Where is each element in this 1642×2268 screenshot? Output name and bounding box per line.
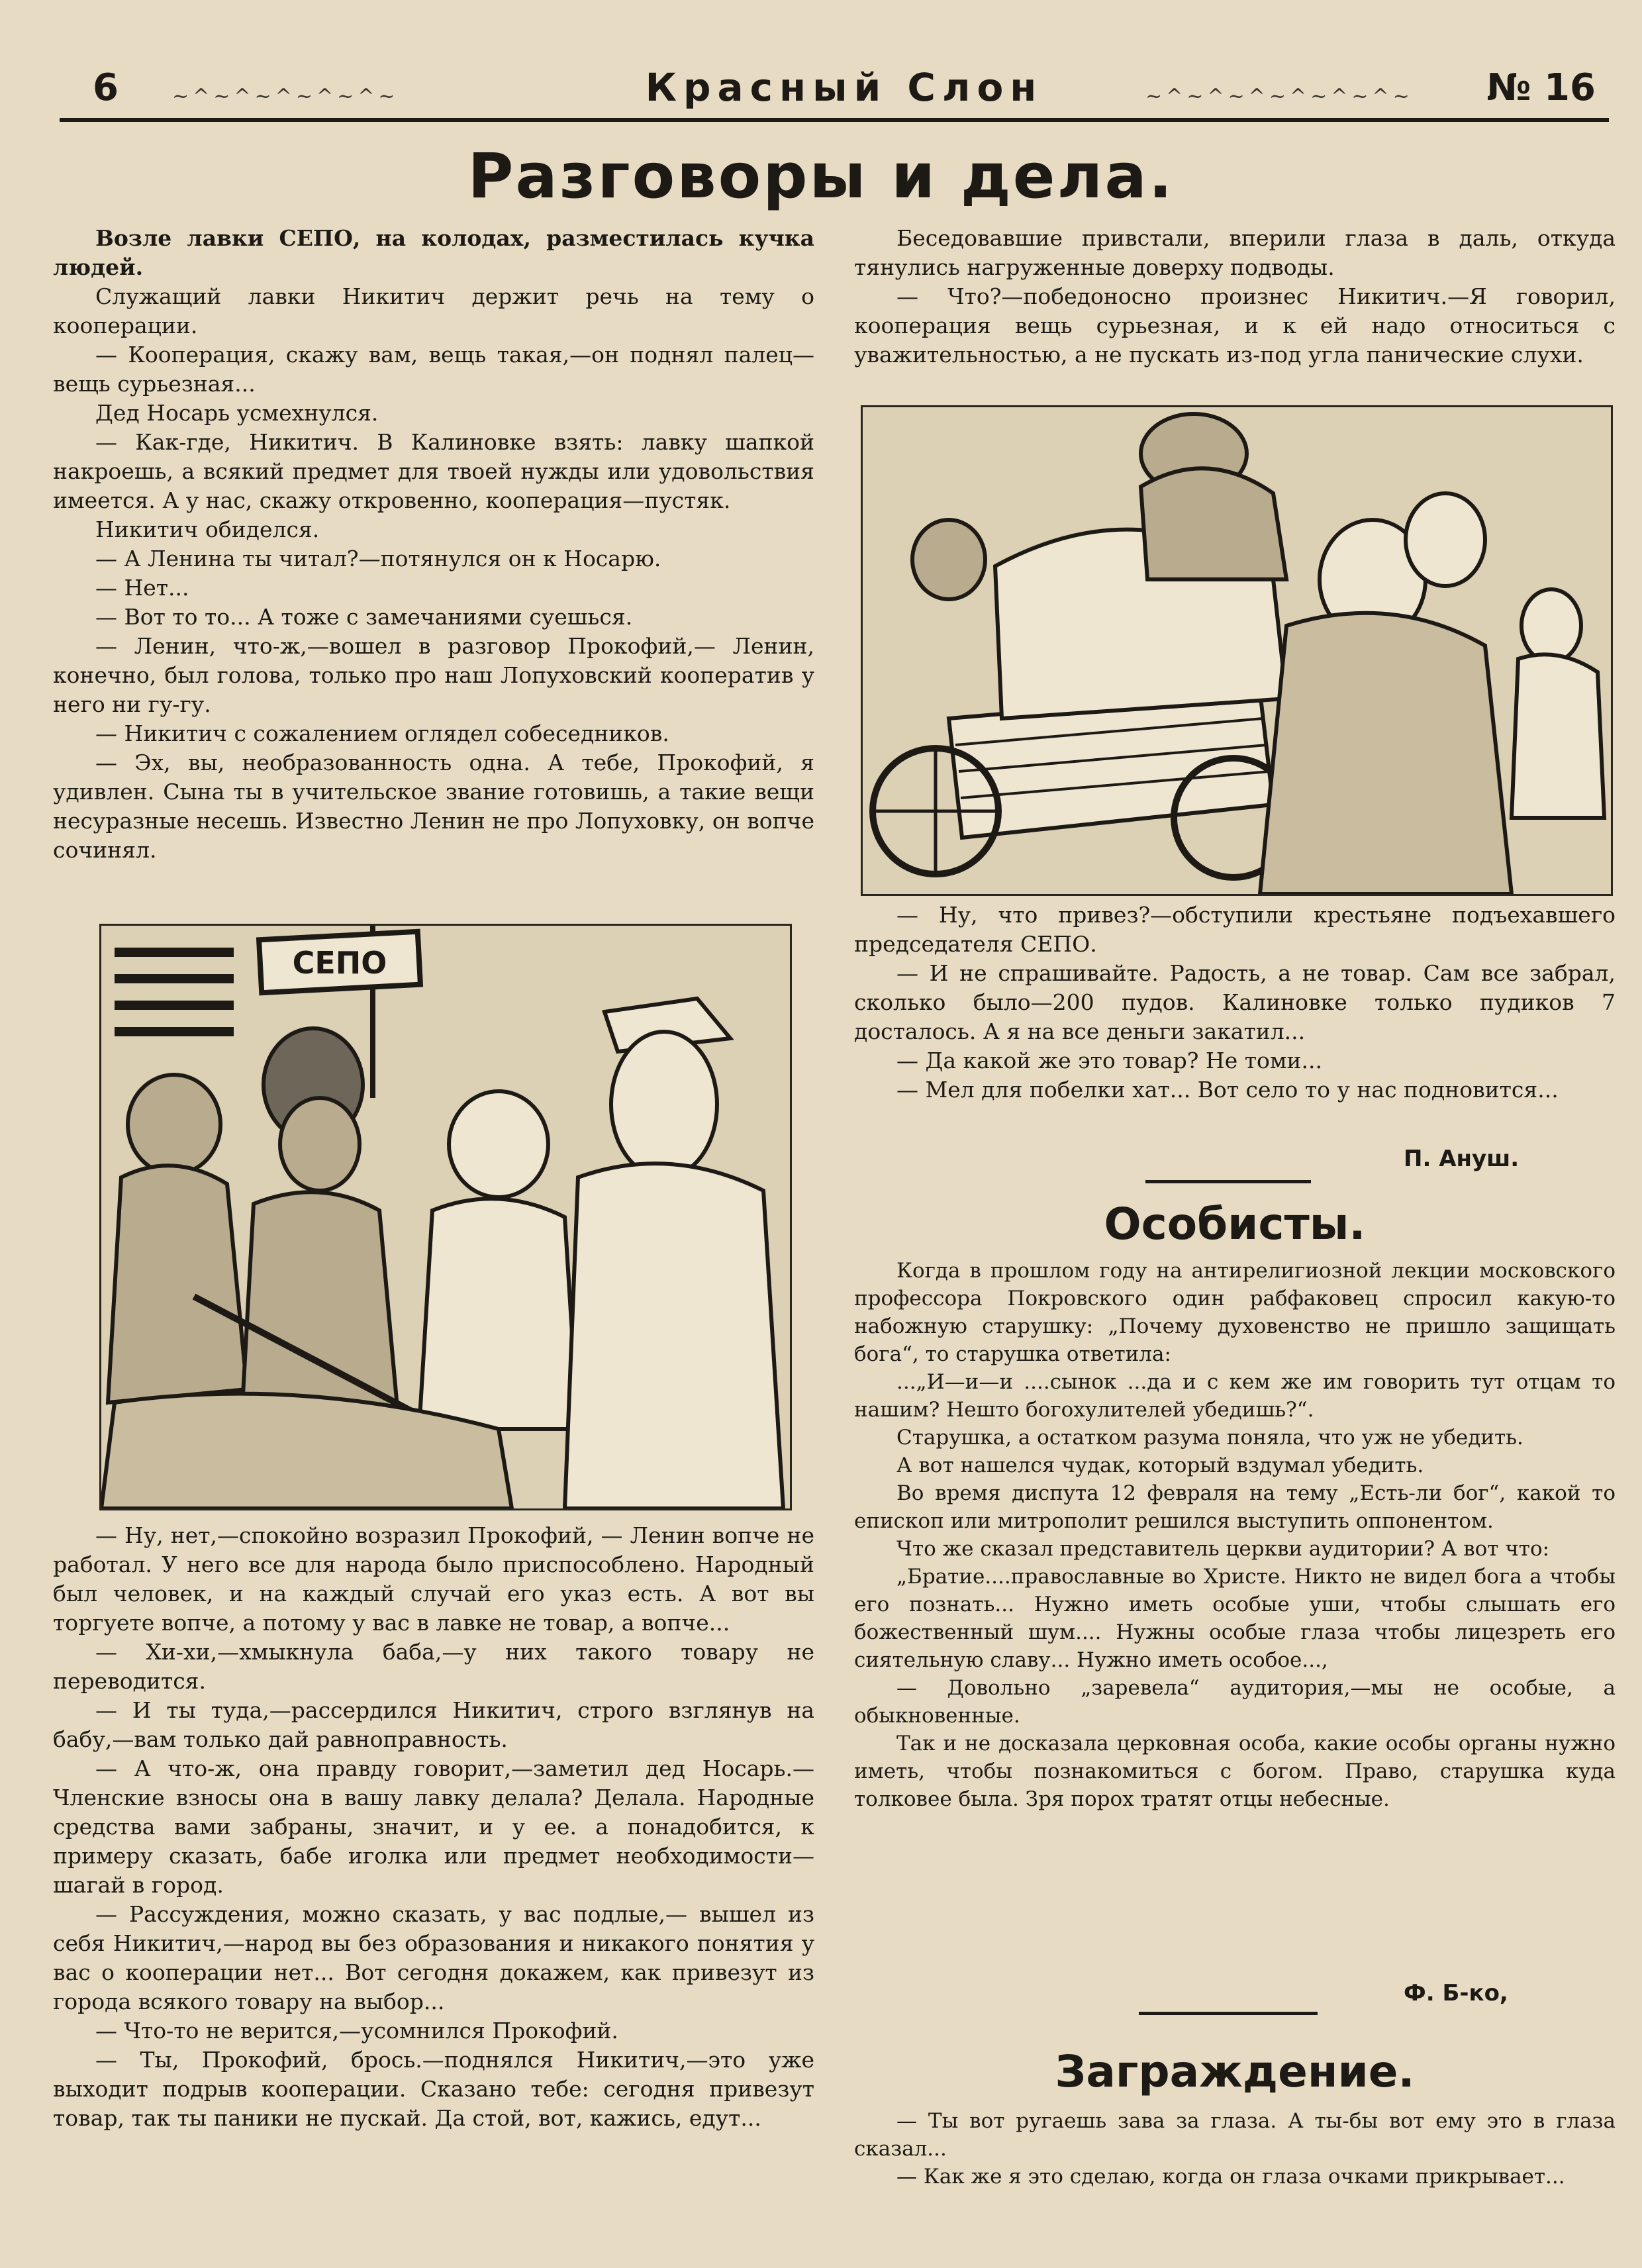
paragraph: ...„И—и—и ....сынок ...да и с кем же им говорить тут отцам то нашим? Нешто богохулителей убедишь?“. [854, 1370, 1616, 1422]
paragraph: Когда в прошлом году на антирелигиозной лекции московского профессора Покровского один рабфаковец спросил какую-то набожную старушку: „Почему духовенство не пришло защищать бога“, то старушка ответила: [854, 1259, 1616, 1366]
paragraph: — Мел для побелки хат... Вот село то у нас подновится... [896, 1077, 1559, 1103]
paragraph: — И не спрашивайте. Радость, а не товар. Сам все забрал, сколько было—200 пудов. Калиновке только пудиков 7 досталось. А я на все деньги закатил... [854, 960, 1616, 1044]
paragraph: — Да какой же это товар? Не томи... [896, 1048, 1322, 1073]
paragraph: „Братие....православные во Христе. Никто не видел бога а чтобы его познать... Нужно иметь особые уши, чтобы слышать его божественный шум.... Нужны особые глаза чтобы лицезреть его сиятельную славу... Нужно иметь особое..., [854, 1565, 1616, 1672]
paragraph: — Что-то не верится,—усомнился Прокофий. [95, 2018, 618, 2044]
paragraph: — Ты, Прокофий, брось.—поднялся Никитич,—это уже выходит подрыв кооперации. Сказано тебе: сегодня привезут товар, так ты паники не пускай. Да стой, вот, кажись, едут... [53, 2047, 814, 2131]
paragraph: — Хи-хи,—хмыкнула баба,—у них такого товару не переводится. [53, 1639, 814, 1694]
paragraph: — А Ленина ты читал?—потянулся он к Носарю. [95, 546, 661, 571]
section-title-zagrazhdenie: Заграждение. [1055, 2046, 1415, 2097]
paragraph: — Как-где, Никитич. В Калиновке взять: лавку шапкой накроешь, а всякий предмет для твоей нужды или удовольствия имеется. А у нас, скажу откровенно, кооперация—пустяк. [53, 429, 814, 513]
paragraph: — И ты туда,—рассердился Никитич, строго взглянув на бабу,—вам только дай равноправность. [53, 1697, 814, 1752]
article-right-column-bottom [854, 901, 1616, 1105]
paragraph: — Эх, вы, необразованность одна. А тебе, Прокофий, я удивлен. Сына ты в учительское звание готовишь, а такие вещи несуразные несешь. Известно Ленин не про Лопуховку, он вопче сочинял. [53, 750, 814, 863]
illustration-cart [861, 405, 1613, 896]
issue-number: № 16 [1486, 66, 1596, 109]
paragraph: — Нет... [95, 575, 189, 601]
paragraph: — Как же я это сделаю, когда он глаза очками прикрывает... [896, 2165, 1565, 2189]
paragraph: — Кооперация, скажу вам, вещь такая,—он поднял палец—вещь сурьезная... [53, 342, 814, 397]
article-zagrazhdenie-body [854, 2107, 1616, 2191]
paragraph: — Никитич с сожалением оглядел собеседников. [95, 720, 669, 746]
paragraph: — Ну, что привез?—обступили крестьяне подъехавшего председателя СЕПО. [854, 902, 1616, 957]
article-left-column-top [53, 224, 814, 865]
newspaper-title: Красный Слон [645, 65, 1043, 110]
article-osobisty-body [854, 1257, 1616, 1813]
article-signature: П. Ануш. [1404, 1146, 1520, 1172]
illustration-shop-crowd [99, 924, 792, 1510]
header-ornament-right: ~^~^~^~^~^~^~ [1145, 85, 1414, 108]
paragraph: Никитич обиделся. [95, 517, 320, 542]
cart-drawing [863, 407, 1611, 894]
paragraph: — Рассуждения, можно сказать, у вас подлые,— вышел из себя Никитич,—народ вы без образования и никакого понятия у вас о кооперации нет... Вот сегодня докажем, как привезут из города всякого товару на выбор... [53, 1901, 814, 2014]
paragraph: А вот нашелся чудак, который вздумал убедить. [896, 1454, 1424, 1477]
paragraph: Во время диспута 12 февраля на тему „Есть-ли бог“, какой то епископ или митрополит решился выступить оппонентом. [854, 1481, 1616, 1533]
header-rule [60, 118, 1609, 122]
page-number: 6 [93, 66, 119, 109]
paragraph: — А что-ж, она правду говорит,—заметил дед Носарь.—Членские взносы она в вашу лавку делала? Делала. Народные средства вами забраны, значит, и у ее. а понадобится, к примеру сказать, бабе иголка или предмет необходимости—шагай в город. [53, 1755, 814, 1898]
sepo-sign [259, 932, 420, 993]
paragraph: — Ну, нет,—спокойно возразил Прокофий, — Ленин вопче не работал. У него все для народа было приспособлено. Народный был человек, и на каждый случай его указ есть. А вот вы торгуете вопче, а потому у вас в лавке не товар, а вопче... [53, 1522, 814, 1636]
divider [1145, 1180, 1311, 1183]
paragraph: Беседовавшие привстали, вперили глаза в даль, откуда тянулись нагруженные доверху подводы. [854, 225, 1616, 280]
paragraph: Возле лавки СЕПО, на колодах, разместилась кучка людей. [53, 225, 814, 280]
paragraph: — Что?—победоносно произнес Никитич.—Я говорил, кооперация вещь сурьезная, и к ей надо относиться с уважительностью, а не пускать из-под угла панические слухи. [854, 283, 1616, 368]
paragraph: Дед Носарь усмехнулся. [95, 400, 379, 426]
paragraph: — Ленин, что-ж,—вошел в разговор Прокофий,— Ленин, конечно, был голова, только про наш Лопуховский кооператив у него ни гу-гу. [53, 633, 814, 717]
article-left-column-bottom [53, 1521, 814, 2133]
header-ornament-left: ~^~^~^~^~^~ [172, 85, 399, 108]
paragraph: Служащий лавки Никитич держит речь на тему о кооперации. [53, 283, 814, 338]
divider [1139, 2012, 1318, 2015]
article-signature: Ф. Б-ко, [1404, 1980, 1508, 2006]
paragraph: — Довольно „заревела“ аудитория,—мы не особые, а обыкновенные. [854, 1676, 1616, 1728]
paragraph: — Ты вот ругаешь зава за глаза. А ты-бы вот ему это в глаза сказал... [854, 2109, 1616, 2161]
paragraph: Что же сказал представитель церкви аудитории? А вот что: [896, 1537, 1550, 1561]
article-right-column-top [854, 224, 1616, 370]
paragraph: Так и не досказала церковная особа, какие особы органы нужно иметь, чтобы познакомиться с богом. Право, старушка куда толковее была. Зря порох тратят отцы небесные. [854, 1732, 1616, 1811]
page-header [73, 66, 1616, 119]
section-title-osobisty: Особисты. [1104, 1199, 1366, 1250]
sepo-sign-text: СЕПО [292, 945, 387, 981]
paragraph: — Вот то то... А тоже с замечаниями суешься. [95, 604, 633, 630]
article-headline: Разговоры и дела. [467, 140, 1175, 213]
paragraph: Старушка, а остатком разума поняла, что уж не убедить. [896, 1426, 1523, 1450]
shop-crowd-drawing [101, 926, 790, 1508]
